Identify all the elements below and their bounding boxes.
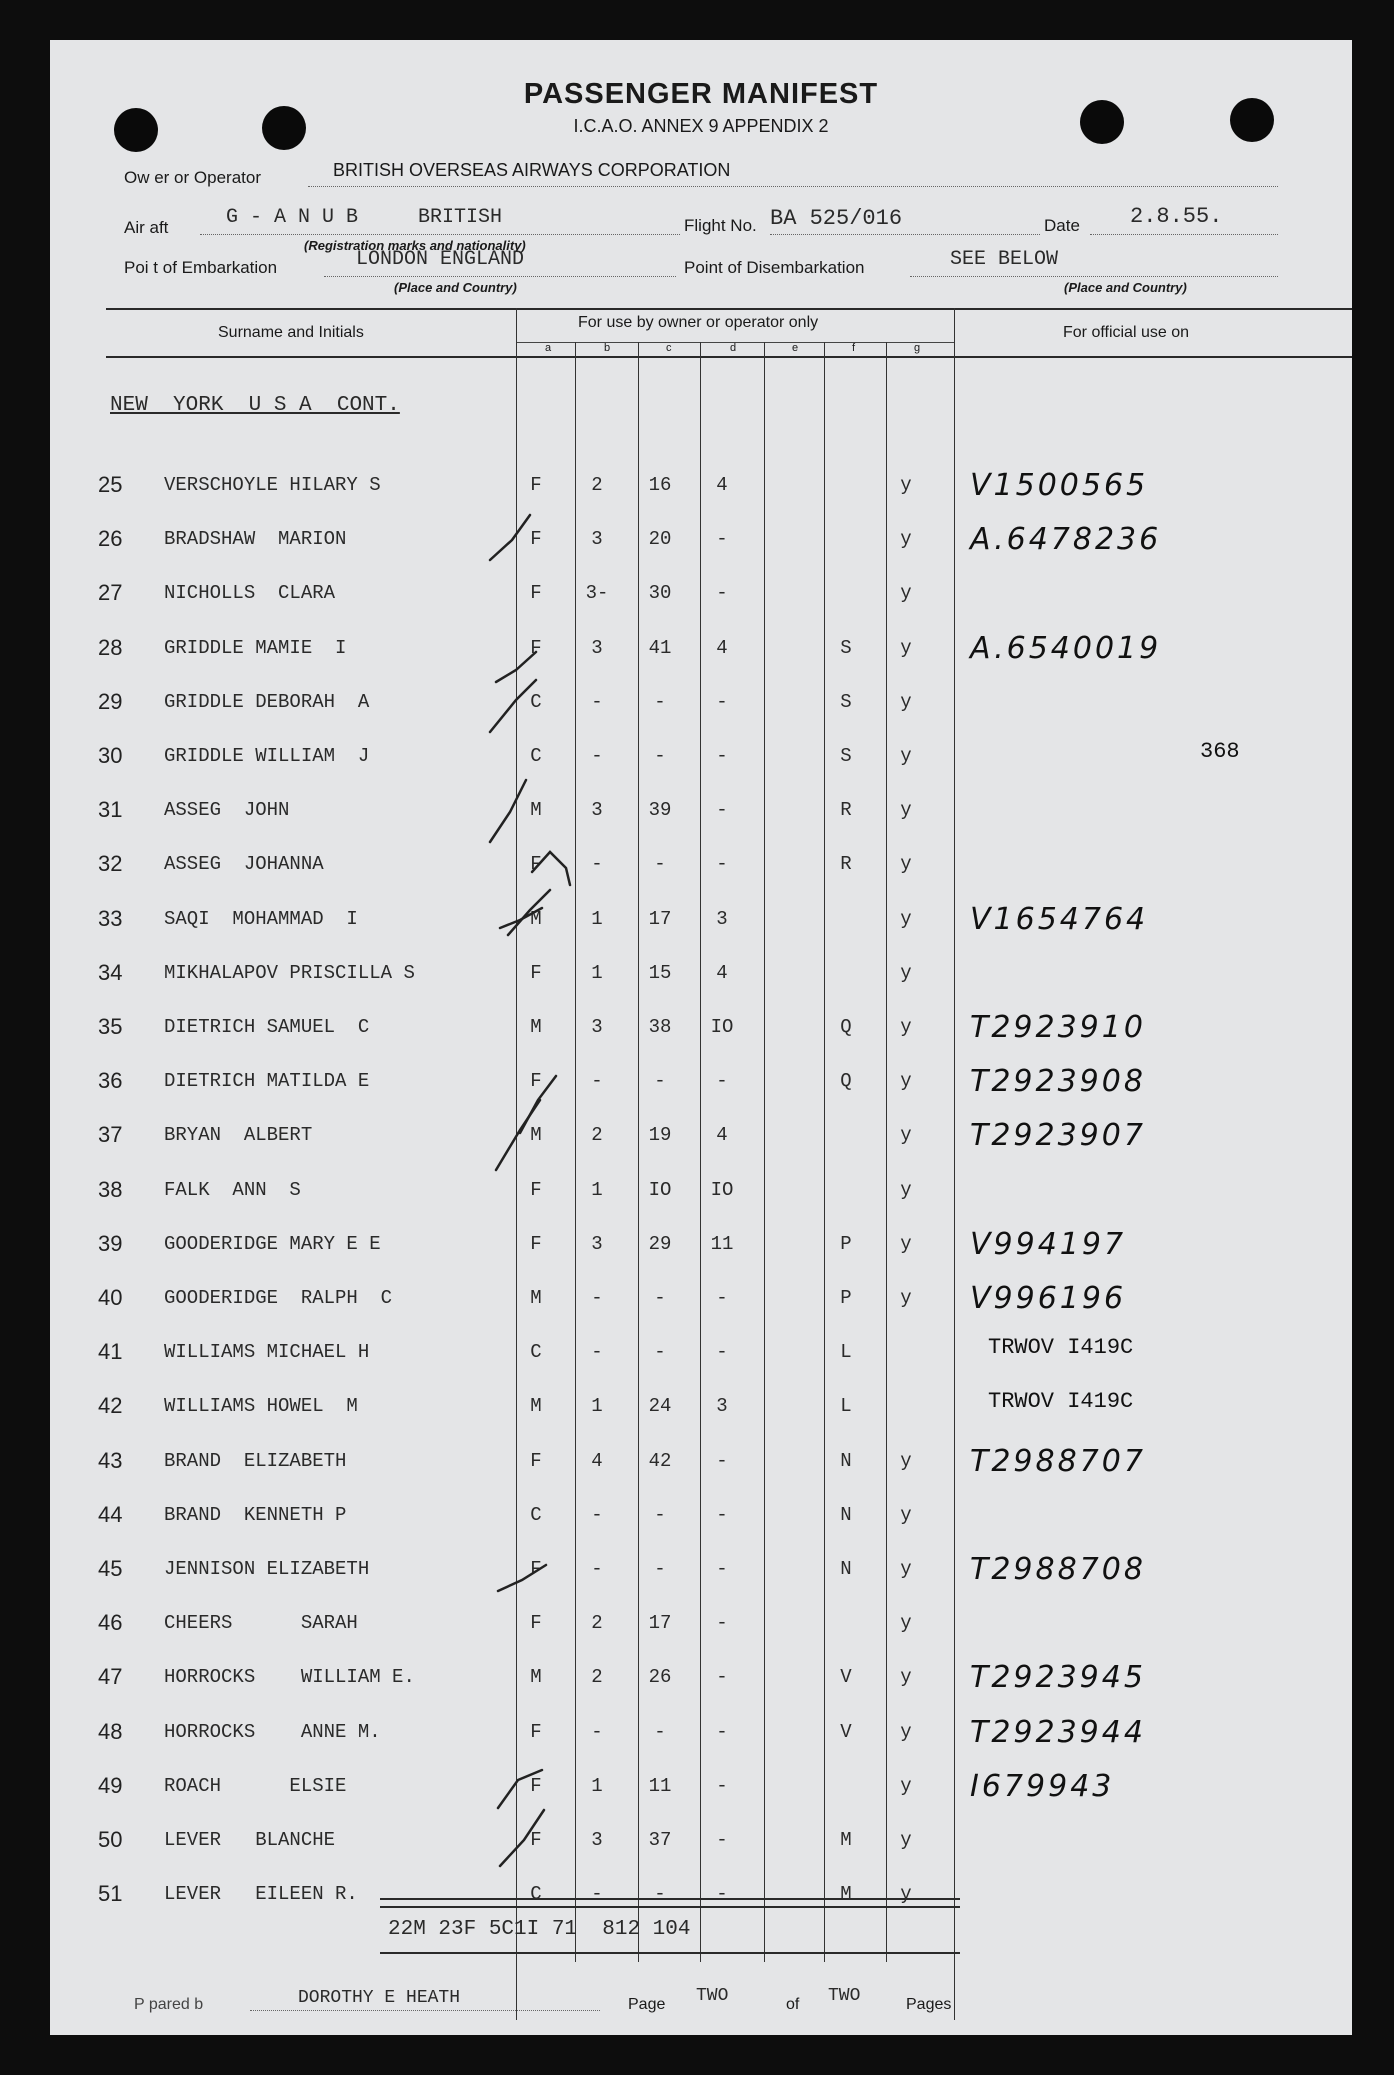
- cell-c: 17: [648, 1612, 672, 1635]
- cell-b: 2: [591, 1666, 603, 1689]
- passenger-name: WILLIAMS MICHAEL H: [164, 1341, 370, 1364]
- cell-a: M: [530, 799, 542, 822]
- cell-g: y: [900, 745, 912, 767]
- cell-g: y: [900, 636, 912, 659]
- cell-c: 29: [648, 1232, 672, 1255]
- row-number: 44: [98, 1501, 123, 1527]
- cell-f: L: [840, 1395, 852, 1418]
- row-number: 45: [98, 1556, 123, 1581]
- cell-b: 3: [591, 1232, 603, 1255]
- row-number: 26: [98, 526, 123, 552]
- cell-g: y: [900, 1829, 912, 1851]
- cell-c: 24: [648, 1395, 672, 1418]
- cell-b: 1: [591, 907, 603, 930]
- cell-c: -: [654, 1070, 666, 1093]
- page-label: Page: [628, 1996, 666, 2013]
- row-number: 31: [98, 797, 123, 823]
- passenger-name: FALK ANN S: [164, 1178, 301, 1201]
- cell-d: 3: [716, 1395, 728, 1418]
- cell-b: -: [591, 1503, 603, 1526]
- cell-a: F: [530, 528, 542, 551]
- cell-a: F: [530, 1558, 542, 1580]
- cell-d: -: [716, 1341, 728, 1364]
- cell-a: F: [530, 1232, 542, 1255]
- cell-b: 1: [591, 1774, 603, 1797]
- cell-c: 20: [648, 528, 672, 551]
- disembark-note: (Place and Country): [1064, 280, 1187, 295]
- passenger-name: ASSEG JOHANNA: [164, 853, 324, 876]
- cell-a: F: [530, 1774, 542, 1797]
- cell-c: 38: [648, 1016, 672, 1038]
- row-number: 50: [98, 1827, 123, 1852]
- cell-g: y: [900, 907, 912, 930]
- cell-c: -: [654, 1558, 666, 1580]
- cell-a: F: [530, 1829, 542, 1851]
- official-use-header: For official use on: [1063, 324, 1189, 341]
- passenger-name: BRAND ELIZABETH: [164, 1449, 347, 1472]
- cell-c: 39: [648, 799, 672, 822]
- cell-d: IO: [710, 1016, 734, 1038]
- passenger-name: NICHOLLS CLARA: [164, 582, 336, 605]
- col-a-label: a: [545, 342, 552, 354]
- cell-g: y: [900, 1558, 912, 1580]
- cell-d: -: [716, 1666, 728, 1689]
- cell-d: 11: [710, 1232, 734, 1255]
- row-number: 37: [98, 1122, 123, 1148]
- prepared-label: P pared b: [134, 1996, 204, 2013]
- cell-g: y: [900, 1178, 912, 1201]
- cell-c: -: [654, 1883, 666, 1906]
- cell-g: y: [900, 582, 912, 605]
- cell-f: S: [840, 636, 852, 659]
- cell-b: -: [591, 853, 603, 876]
- cell-d: IO: [710, 1178, 734, 1201]
- passenger-name: JENNISON ELIZABETH: [164, 1558, 370, 1580]
- passenger-name: VERSCHOYLE HILARY S: [164, 474, 381, 496]
- passenger-name: GOODERIDGE RALPH C: [164, 1287, 393, 1309]
- official-entry: TRWOV I419C: [988, 1389, 1134, 1415]
- cell-f: R: [840, 799, 852, 822]
- cell-b: 1: [591, 1395, 603, 1418]
- cell-b: -: [591, 1070, 603, 1093]
- cell-c: 17: [648, 907, 672, 930]
- cell-f: V: [840, 1720, 852, 1743]
- cell-d: -: [716, 582, 728, 605]
- col-e-label: e: [792, 342, 799, 354]
- row-number: 46: [98, 1610, 123, 1636]
- row-number: 40: [98, 1285, 123, 1310]
- cell-g: y: [900, 961, 912, 984]
- cell-g: y: [900, 853, 912, 876]
- disembark-value: SEE BELOW: [950, 248, 1059, 271]
- cell-a: F: [530, 1449, 542, 1472]
- cell-d: 3: [716, 907, 728, 930]
- passenger-name: BRADSHAW MARION: [164, 528, 347, 551]
- cell-b: 3: [591, 636, 603, 659]
- cell-a: F: [530, 1178, 542, 1201]
- official-entry: V1500565: [970, 468, 1149, 503]
- cell-g: y: [900, 1232, 912, 1255]
- cell-f: M: [840, 1883, 852, 1906]
- embark-note: (Place and Country): [394, 280, 517, 295]
- passenger-name: DIETRICH SAMUEL C: [164, 1016, 370, 1038]
- aircraft-label: Air aft: [124, 218, 169, 237]
- cell-g: y: [900, 1070, 912, 1093]
- cell-c: 15: [648, 961, 672, 984]
- cell-g: y: [900, 690, 912, 713]
- passenger-name: HORROCKS WILLIAM E.: [164, 1666, 415, 1689]
- cell-d: -: [716, 1449, 728, 1472]
- registration-note: (Registration marks and nationality): [304, 238, 526, 253]
- passenger-name: GRIDDLE WILLIAM J: [164, 745, 370, 767]
- row-number: 48: [98, 1718, 123, 1744]
- row-number: 34: [98, 959, 123, 985]
- row-number: 39: [98, 1230, 123, 1256]
- cell-f: P: [840, 1287, 852, 1309]
- date-label: Date: [1044, 216, 1080, 235]
- cell-g: y: [900, 1287, 912, 1309]
- cell-b: -: [591, 1287, 603, 1309]
- cell-d: -: [716, 745, 728, 767]
- cell-b: -: [591, 1558, 603, 1580]
- cell-c: 26: [648, 1666, 672, 1689]
- cell-f: Q: [840, 1016, 852, 1038]
- name-column-header: Surname and Initials: [218, 324, 364, 341]
- of-value: TWO: [828, 1986, 861, 2006]
- row-number: 29: [98, 688, 123, 714]
- embark-value: LONDON ENGLAND: [356, 248, 525, 271]
- cell-c: IO: [648, 1178, 672, 1201]
- cell-g: y: [900, 799, 912, 822]
- cell-b: -: [591, 1720, 603, 1743]
- cell-f: V: [840, 1666, 852, 1689]
- flight-label: Flight No.: [684, 216, 757, 235]
- owner-use-header: For use by owner or operator only: [578, 314, 819, 331]
- cell-b: 1: [591, 1178, 603, 1201]
- cell-d: -: [716, 1883, 728, 1906]
- cell-a: F: [530, 636, 542, 659]
- cell-b: 2: [591, 1124, 603, 1147]
- cell-b: 1: [591, 961, 603, 984]
- owner-value: BRITISH OVERSEAS AIRWAYS CORPORATION: [333, 160, 731, 180]
- passenger-name: HORROCKS ANNE M.: [164, 1720, 381, 1743]
- official-entry: T2923908: [970, 1064, 1146, 1100]
- passenger-name: CHEERS SARAH: [164, 1612, 358, 1635]
- official-entry: 368: [1200, 739, 1240, 764]
- cell-d: -: [716, 1558, 728, 1580]
- embark-label: Poi t of Embarkation: [124, 258, 278, 277]
- row-number: 25: [98, 472, 123, 497]
- passenger-name: ROACH ELSIE: [164, 1774, 347, 1797]
- cell-g: y: [900, 474, 912, 496]
- official-entry: I679943: [970, 1768, 1115, 1804]
- cell-b: -: [591, 1341, 603, 1364]
- official-entry: TRWOV I419C: [988, 1335, 1134, 1361]
- official-entry: T2923945: [970, 1660, 1146, 1696]
- official-entry: V994197: [970, 1226, 1127, 1262]
- cell-c: 16: [648, 474, 672, 496]
- cell-b: -: [591, 690, 603, 713]
- passenger-name: LEVER EILEEN R.: [164, 1883, 358, 1906]
- cell-a: M: [530, 907, 542, 930]
- cell-d: -: [716, 690, 728, 713]
- cell-d: -: [716, 1287, 728, 1309]
- cell-f: N: [840, 1503, 852, 1526]
- cell-c: 42: [648, 1449, 672, 1472]
- cell-c: -: [654, 853, 666, 876]
- official-entry: T2988707: [970, 1443, 1146, 1479]
- of-label: of: [786, 1996, 800, 2013]
- passenger-name: GRIDDLE MAMIE I: [164, 636, 347, 659]
- cell-a: F: [530, 474, 542, 496]
- cell-b: 4: [591, 1449, 603, 1472]
- cell-c: 19: [648, 1124, 672, 1147]
- row-number: 36: [98, 1068, 123, 1094]
- cell-a: M: [530, 1016, 542, 1038]
- col-b-label: b: [604, 342, 611, 354]
- cell-g: y: [900, 1883, 912, 1906]
- col-d-label: d: [730, 342, 737, 354]
- col-g-label: g: [914, 342, 921, 354]
- cell-g: y: [900, 1124, 912, 1147]
- passenger-name: WILLIAMS HOWEL M: [164, 1395, 358, 1418]
- cell-d: -: [716, 1720, 728, 1743]
- cell-g: y: [900, 1612, 912, 1635]
- cell-f: M: [840, 1829, 852, 1851]
- date-value: 2.8.55.: [1130, 204, 1223, 229]
- row-number: 38: [98, 1176, 123, 1202]
- cell-f: S: [840, 690, 852, 713]
- passenger-name: MIKHALAPOV PRISCILLA S: [164, 961, 415, 984]
- cell-a: M: [530, 1287, 542, 1309]
- cell-a: F: [530, 1070, 542, 1093]
- row-number: 32: [98, 851, 123, 877]
- col-f-label: f: [852, 342, 856, 354]
- cell-b: -: [591, 1883, 603, 1906]
- cell-a: C: [530, 1503, 542, 1526]
- row-number: 51: [98, 1881, 123, 1907]
- row-number: 47: [98, 1664, 123, 1690]
- passenger-name: GRIDDLE DEBORAH A: [164, 690, 370, 713]
- cell-d: -: [716, 853, 728, 876]
- cell-c: -: [654, 745, 666, 767]
- cell-f: R: [840, 853, 852, 876]
- cell-a: M: [530, 1124, 542, 1147]
- cell-d: -: [716, 1503, 728, 1526]
- cell-b: 3-: [585, 582, 609, 605]
- row-number: 27: [98, 580, 123, 606]
- cell-g: y: [900, 1720, 912, 1743]
- row-number: 28: [98, 634, 123, 660]
- cell-f: L: [840, 1341, 852, 1364]
- passenger-name: SAQI MOHAMMAD I: [164, 907, 358, 930]
- owner-label: Ow er or Operator: [124, 168, 261, 187]
- cell-a: C: [530, 1883, 542, 1906]
- pen-tick-marks: [50, 40, 1352, 2035]
- cell-a: F: [530, 582, 542, 605]
- cell-g: y: [900, 1016, 912, 1038]
- cell-a: F: [530, 961, 542, 984]
- row-number: 49: [98, 1772, 123, 1798]
- cell-c: -: [654, 1287, 666, 1309]
- cell-c: -: [654, 1341, 666, 1364]
- passenger-name: DIETRICH MATILDA E: [164, 1070, 370, 1093]
- passenger-name: BRYAN ALBERT: [164, 1124, 313, 1147]
- cell-g: y: [900, 1449, 912, 1472]
- cell-a: M: [530, 1395, 542, 1418]
- official-entry: T2923944: [970, 1714, 1146, 1750]
- official-entry: T2988708: [970, 1552, 1146, 1587]
- cell-d: 4: [716, 474, 728, 496]
- cell-c: -: [654, 1503, 666, 1526]
- row-number: 33: [98, 905, 123, 931]
- totals-line: 22M 23F 5C1I 71 812 104: [388, 1918, 691, 1941]
- cell-f: N: [840, 1449, 852, 1472]
- row-number: 35: [98, 1014, 123, 1039]
- manifest-subtitle: I.C.A.O. ANNEX 9 APPENDIX 2: [573, 116, 829, 136]
- cell-a: M: [530, 1666, 542, 1689]
- col-c-label: c: [666, 342, 672, 354]
- cell-f: Q: [840, 1070, 852, 1093]
- cell-d: -: [716, 1070, 728, 1093]
- manifest-title: PASSENGER MANIFEST: [523, 78, 879, 110]
- cell-b: 3: [591, 799, 603, 822]
- cell-d: -: [716, 1612, 728, 1635]
- cell-g: y: [900, 1666, 912, 1689]
- pages-label: Pages: [906, 1996, 952, 2013]
- cell-b: 2: [591, 1612, 603, 1635]
- cell-a: F: [530, 853, 542, 876]
- official-entry: T2923907: [970, 1118, 1146, 1154]
- cell-d: 4: [716, 1124, 728, 1147]
- cell-g: y: [900, 1503, 912, 1526]
- cell-d: -: [716, 528, 728, 551]
- row-number: 41: [98, 1339, 123, 1365]
- cell-c: 30: [648, 582, 672, 605]
- cell-b: -: [591, 745, 603, 767]
- cell-d: -: [716, 1829, 728, 1851]
- official-entry: A.6540019: [970, 630, 1162, 666]
- cell-b: 3: [591, 1016, 603, 1038]
- cell-b: 3: [591, 1829, 603, 1851]
- cell-b: 2: [591, 474, 603, 496]
- section-heading: NEW YORK U S A CONT.: [110, 394, 400, 417]
- cell-f: P: [840, 1232, 852, 1255]
- page-value: TWO: [696, 1986, 729, 2006]
- disembark-label: Point of Disembarkation: [684, 258, 865, 277]
- official-entry: V1654764: [970, 901, 1149, 937]
- cell-g: y: [900, 1774, 912, 1797]
- official-entry: T2923910: [970, 1010, 1146, 1045]
- cell-c: -: [654, 690, 666, 713]
- official-entry: V996196: [970, 1281, 1127, 1316]
- cell-d: 4: [716, 961, 728, 984]
- cell-g: y: [900, 528, 912, 551]
- cell-a: C: [530, 690, 542, 713]
- cell-b: 3: [591, 528, 603, 551]
- passenger-name: ASSEG JOHN: [164, 799, 290, 822]
- cell-f: S: [840, 745, 852, 767]
- passenger-name: GOODERIDGE MARY E E: [164, 1232, 381, 1255]
- cell-d: -: [716, 1774, 728, 1797]
- row-number: 42: [98, 1393, 123, 1419]
- manifest-sheet: [50, 40, 1352, 2035]
- aircraft-value: G - A N U B BRITISH: [226, 206, 503, 229]
- cell-c: 37: [648, 1829, 672, 1851]
- cell-c: 41: [648, 636, 672, 659]
- flight-value: BA 525/016: [770, 206, 903, 231]
- row-number: 43: [98, 1447, 123, 1473]
- cell-c: 11: [648, 1774, 672, 1797]
- passenger-name: BRAND KENNETH P: [164, 1503, 347, 1526]
- cell-f: N: [840, 1558, 852, 1580]
- cell-a: F: [530, 1612, 542, 1635]
- cell-a: C: [530, 1341, 542, 1364]
- row-number: 30: [98, 743, 123, 768]
- cell-a: F: [530, 1720, 542, 1743]
- prepared-value: DOROTHY E HEATH: [298, 1988, 461, 2008]
- official-entry: A.6478236: [970, 522, 1162, 558]
- cell-a: C: [530, 745, 542, 767]
- cell-d: 4: [716, 636, 728, 659]
- cell-d: -: [716, 799, 728, 822]
- cell-c: -: [654, 1720, 666, 1743]
- passenger-name: LEVER BLANCHE: [164, 1829, 336, 1851]
